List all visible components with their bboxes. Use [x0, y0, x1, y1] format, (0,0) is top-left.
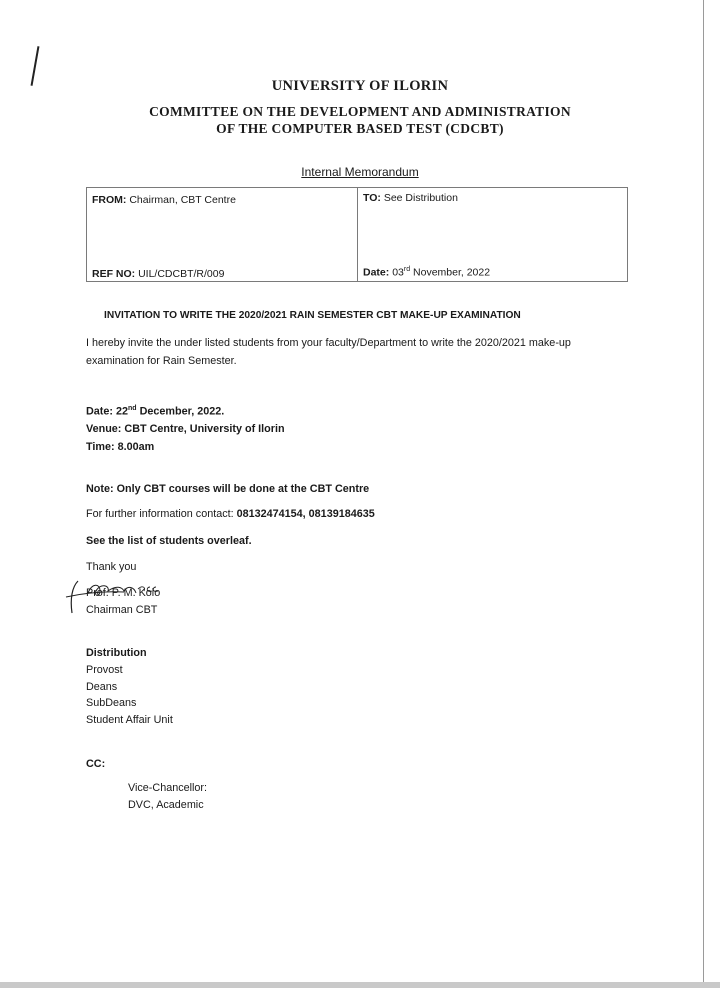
date-cell	[363, 266, 490, 279]
to-value: See Distribution	[383, 192, 458, 204]
ref-value: UIL/CDCBT/R/009	[138, 268, 225, 280]
to-cell	[363, 192, 458, 204]
ref-cell	[92, 268, 224, 280]
intro-line2: examination for Rain Semester.	[86, 355, 237, 367]
university-title: UNIVERSITY OF ILORIN	[271, 78, 449, 94]
intro-line1: I hereby invite the under listed students from your faculty/Department to write the 2020/2021 make-up	[86, 337, 571, 349]
committee-title-line2: OF THE COMPUTER BASED TEST (CDCBT)	[216, 121, 504, 136]
exam-time: Time: 8.00am	[86, 441, 155, 453]
exam-date-suffix: nd	[128, 405, 137, 412]
exam-venue: Venue: CBT Centre, University of Ilorin	[86, 423, 285, 435]
from-label: FROM:	[92, 194, 127, 206]
cc-item: Vice-Chancellor:	[128, 782, 208, 794]
exam-date	[86, 405, 224, 418]
date-label: Date:	[363, 266, 390, 279]
cc-item: DVC, Academic	[128, 799, 204, 811]
signatory-name: Prof. P. M. Kolo	[86, 587, 161, 599]
distribution-item: Deans	[86, 681, 118, 693]
committee-title-line1: COMMITTEE ON THE DEVELOPMENT AND ADMINISTRATION	[149, 104, 571, 119]
date-day: 03	[392, 266, 404, 279]
from-value: Chairman, CBT Centre	[129, 194, 236, 206]
distribution-item: SubDeans	[86, 697, 137, 709]
thanks-line: Thank you	[86, 561, 137, 573]
invitation-heading: INVITATION TO WRITE THE 2020/2021 RAIN SEMESTER CBT MAKE-UP EXAMINATION	[104, 310, 521, 321]
page-edge	[703, 0, 704, 985]
distribution-item: Student Affair Unit	[86, 714, 173, 726]
ref-label: REF NO:	[92, 268, 136, 280]
distribution-title: Distribution	[86, 647, 147, 659]
scan-bottom-bar	[0, 982, 720, 988]
to-label: TO:	[363, 192, 381, 204]
overleaf-line: See the list of students overleaf.	[86, 535, 252, 547]
from-cell	[92, 194, 236, 206]
memo-title: Internal Memorandum	[301, 165, 419, 179]
table-divider	[357, 188, 358, 281]
contact-label: For further information contact:	[86, 508, 234, 520]
date-suffix: rd	[403, 266, 411, 273]
cc-title: CC:	[86, 758, 106, 770]
contact-line	[86, 508, 375, 520]
exam-date-label: Date: 22	[86, 405, 129, 418]
exam-date-rest: December, 2022.	[139, 405, 225, 418]
note-line: Note: Only CBT courses will be done at the CBT Centre	[86, 483, 370, 495]
distribution-item: Provost	[86, 664, 123, 676]
memo-header-table	[86, 187, 628, 282]
date-rest: November, 2022	[413, 266, 491, 279]
contact-numbers: 08132474154, 08139184635	[236, 508, 375, 520]
signatory-title: Chairman CBT	[86, 604, 158, 616]
